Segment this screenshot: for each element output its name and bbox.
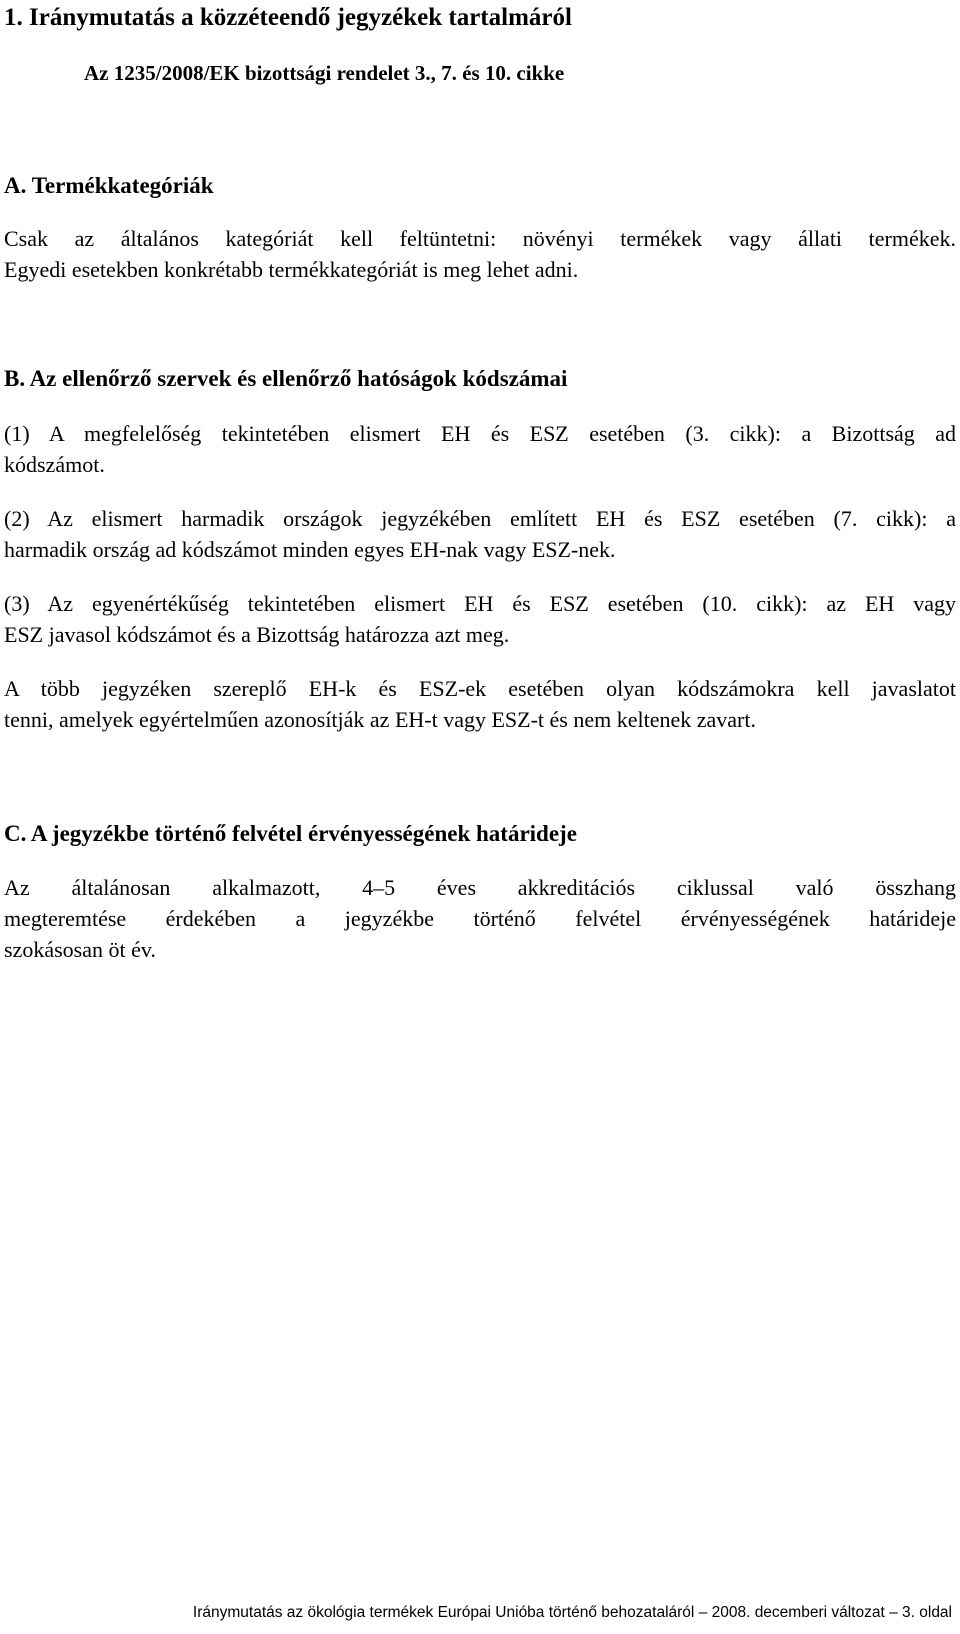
section-b-heading: B. Az ellenőrző szervek és ellenőrző hatóságok kódszámai [4,366,568,391]
section-b-p4-line-1: A több jegyzéken szereplő EH-k és ESZ-ek esetében olyan kódszámokra kell javaslatot [4,676,956,701]
section-c-paragraph [4,872,956,965]
regulation-reference: Az 1235/2008/EK bizottsági rendelet 3., 7. és 10. cikke [84,61,565,85]
section-b-p3-line-1: (3) Az egyenértékűség tekintetében elismert EH és ESZ esetében (10. cikk): az EH vagy [4,591,956,616]
document-title: 1. Iránymutatás a közzéteendő jegyzékek tartalmáról [4,4,572,31]
section-c-line-2: megteremtése érdekében a jegyzékbe történő felvétel érvényességének határideje [4,906,956,931]
section-b-paragraph-2 [4,503,956,565]
section-c-heading: C. A jegyzékbe történő felvétel érvényességének határideje [4,821,577,846]
section-b-paragraph-4 [4,673,956,735]
section-a-line-2: Egyedi esetekben konkrétabb termékkategóriát is meg lehet adni. [4,257,579,282]
section-a-heading: A. Termékkategóriák [4,173,214,198]
section-b-p2-line-2: harmadik ország ad kódszámot minden egyes EH-nak vagy ESZ-nek. [4,537,616,562]
section-b-p1-line-2: kódszámot. [4,452,105,477]
page-footer: Iránymutatás az ökológia termékek Európai Unióba történő behozataláról – 2008. decemberi változat – 3. oldal [192,1604,952,1621]
section-c-line-1: Az általánosan alkalmazott, 4–5 éves akkreditációs ciklussal való összhang [4,875,956,900]
section-b-p1-line-1: (1) A megfelelőség tekintetében elismert EH és ESZ esetében (3. cikk): a Bizottság ad [4,421,956,446]
section-a-line-1: Csak az általános kategóriát kell feltüntetni: növényi termékek vagy állati termékek. [4,226,956,251]
section-c-line-3: szokásosan öt év. [4,937,156,962]
section-b-paragraph-1 [4,418,956,480]
section-b-p4-line-2: tenni, amelyek egyértelműen azonosítják az EH-t vagy ESZ-t és nem keltenek zavart. [4,707,756,732]
section-b-p3-line-2: ESZ javasol kódszámot és a Bizottság határozza azt meg. [4,622,510,647]
section-a-paragraph [4,223,956,285]
section-b-paragraph-3 [4,588,956,650]
section-b-p2-line-1: (2) Az elismert harmadik országok jegyzékében említett EH és ESZ esetében (7. cikk): a [4,506,956,531]
